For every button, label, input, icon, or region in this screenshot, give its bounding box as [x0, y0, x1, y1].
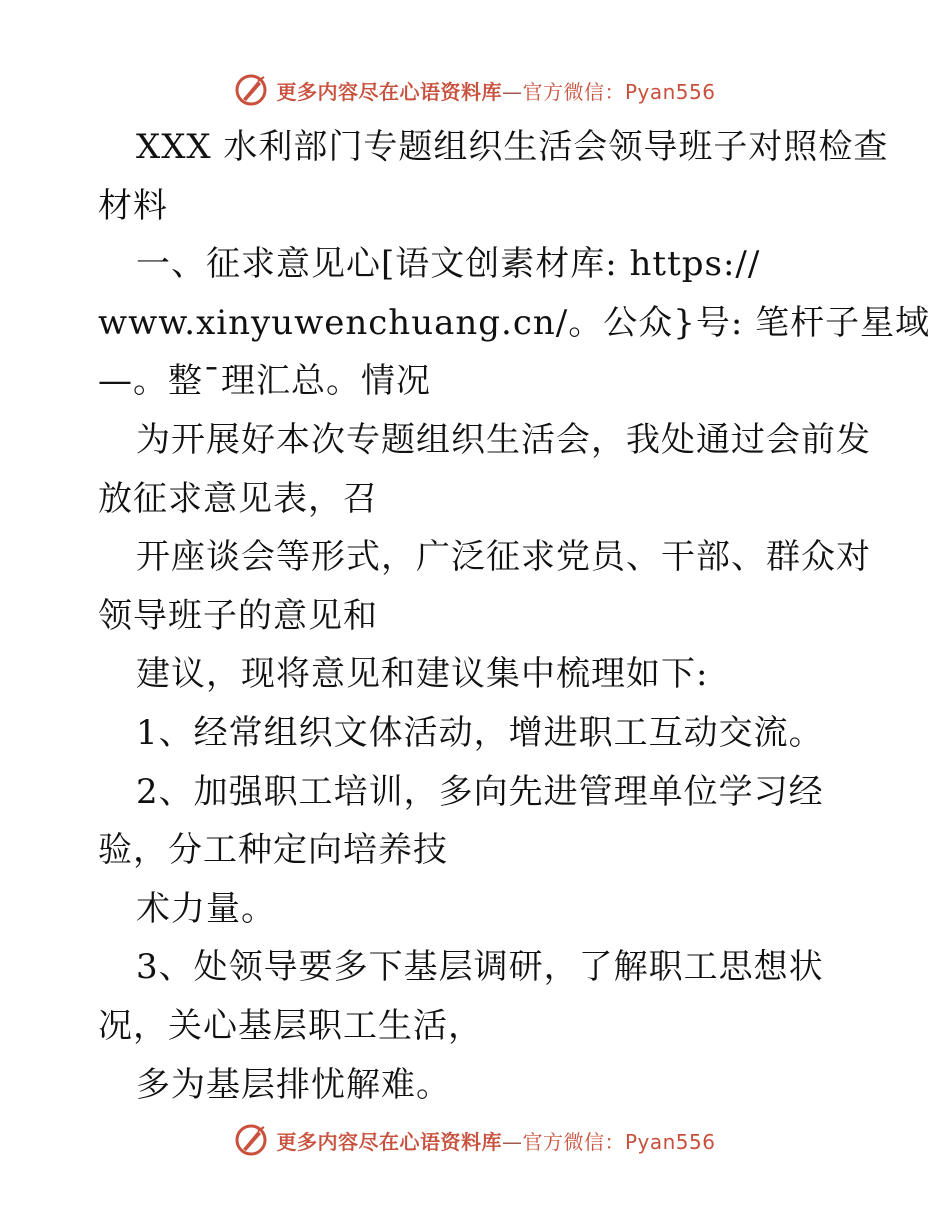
watermark-separator: — — [501, 1129, 523, 1154]
doc-line: 建议，现将意见和建议集中梳理如下: — [136, 654, 709, 695]
doc-line: 验，分工种定向培养技 — [98, 830, 448, 871]
watermark-site-text: 更多内容尽在心语资料库 — [276, 79, 502, 104]
doc-line: 术力量。 — [136, 888, 276, 929]
watermark-text — [276, 1126, 715, 1155]
doc-line: 况，关心基层职工生活， — [98, 1005, 483, 1046]
doc-line: 开座谈会等形式，广泛征求党员、干部、群众对 — [136, 537, 871, 578]
doc-line: 放征求意见表，召 — [98, 478, 378, 519]
watermark-wechat-text: 官方微信：Pyan556 — [522, 79, 716, 104]
footer-watermark — [0, 1120, 950, 1160]
doc-line: XXX 水利部门专题组织生活会领导班子对照检查 — [136, 127, 889, 167]
quill-pen-circle-icon — [234, 1123, 268, 1157]
quill-pen-circle-icon — [234, 73, 268, 107]
header-watermark — [0, 70, 950, 110]
doc-line: 3、处领导要多下基层调研，了解职工思想状 — [136, 947, 824, 988]
doc-line: 1、经常组织文体活动，增进职工互动交流。 — [136, 712, 824, 753]
watermark-text — [276, 76, 715, 105]
watermark-separator: — — [501, 79, 523, 104]
doc-line: 领导班子的意见和 — [98, 595, 378, 636]
document-body — [98, 118, 931, 1114]
doc-line: 材料 — [98, 185, 168, 226]
doc-line: 为开展好本次专题组织生活会，我处通过会前发 — [136, 419, 871, 460]
doc-line: 一、征求意见心[语文创素材库: https:// — [136, 244, 761, 285]
doc-line: —。整¯理汇总。情况 — [98, 361, 431, 402]
doc-line: 2、加强职工培训，多向先进管理单位学习经 — [136, 771, 824, 812]
watermark-wechat-text: 官方微信：Pyan556 — [522, 1129, 716, 1154]
watermark-site-text: 更多内容尽在心语资料库 — [276, 1129, 502, 1154]
doc-line: 多为基层排忧解难。 — [136, 1064, 451, 1105]
doc-line: www.xinyuwenchuang.cn/。公众}号: 笔杆子星域 — [98, 302, 931, 343]
